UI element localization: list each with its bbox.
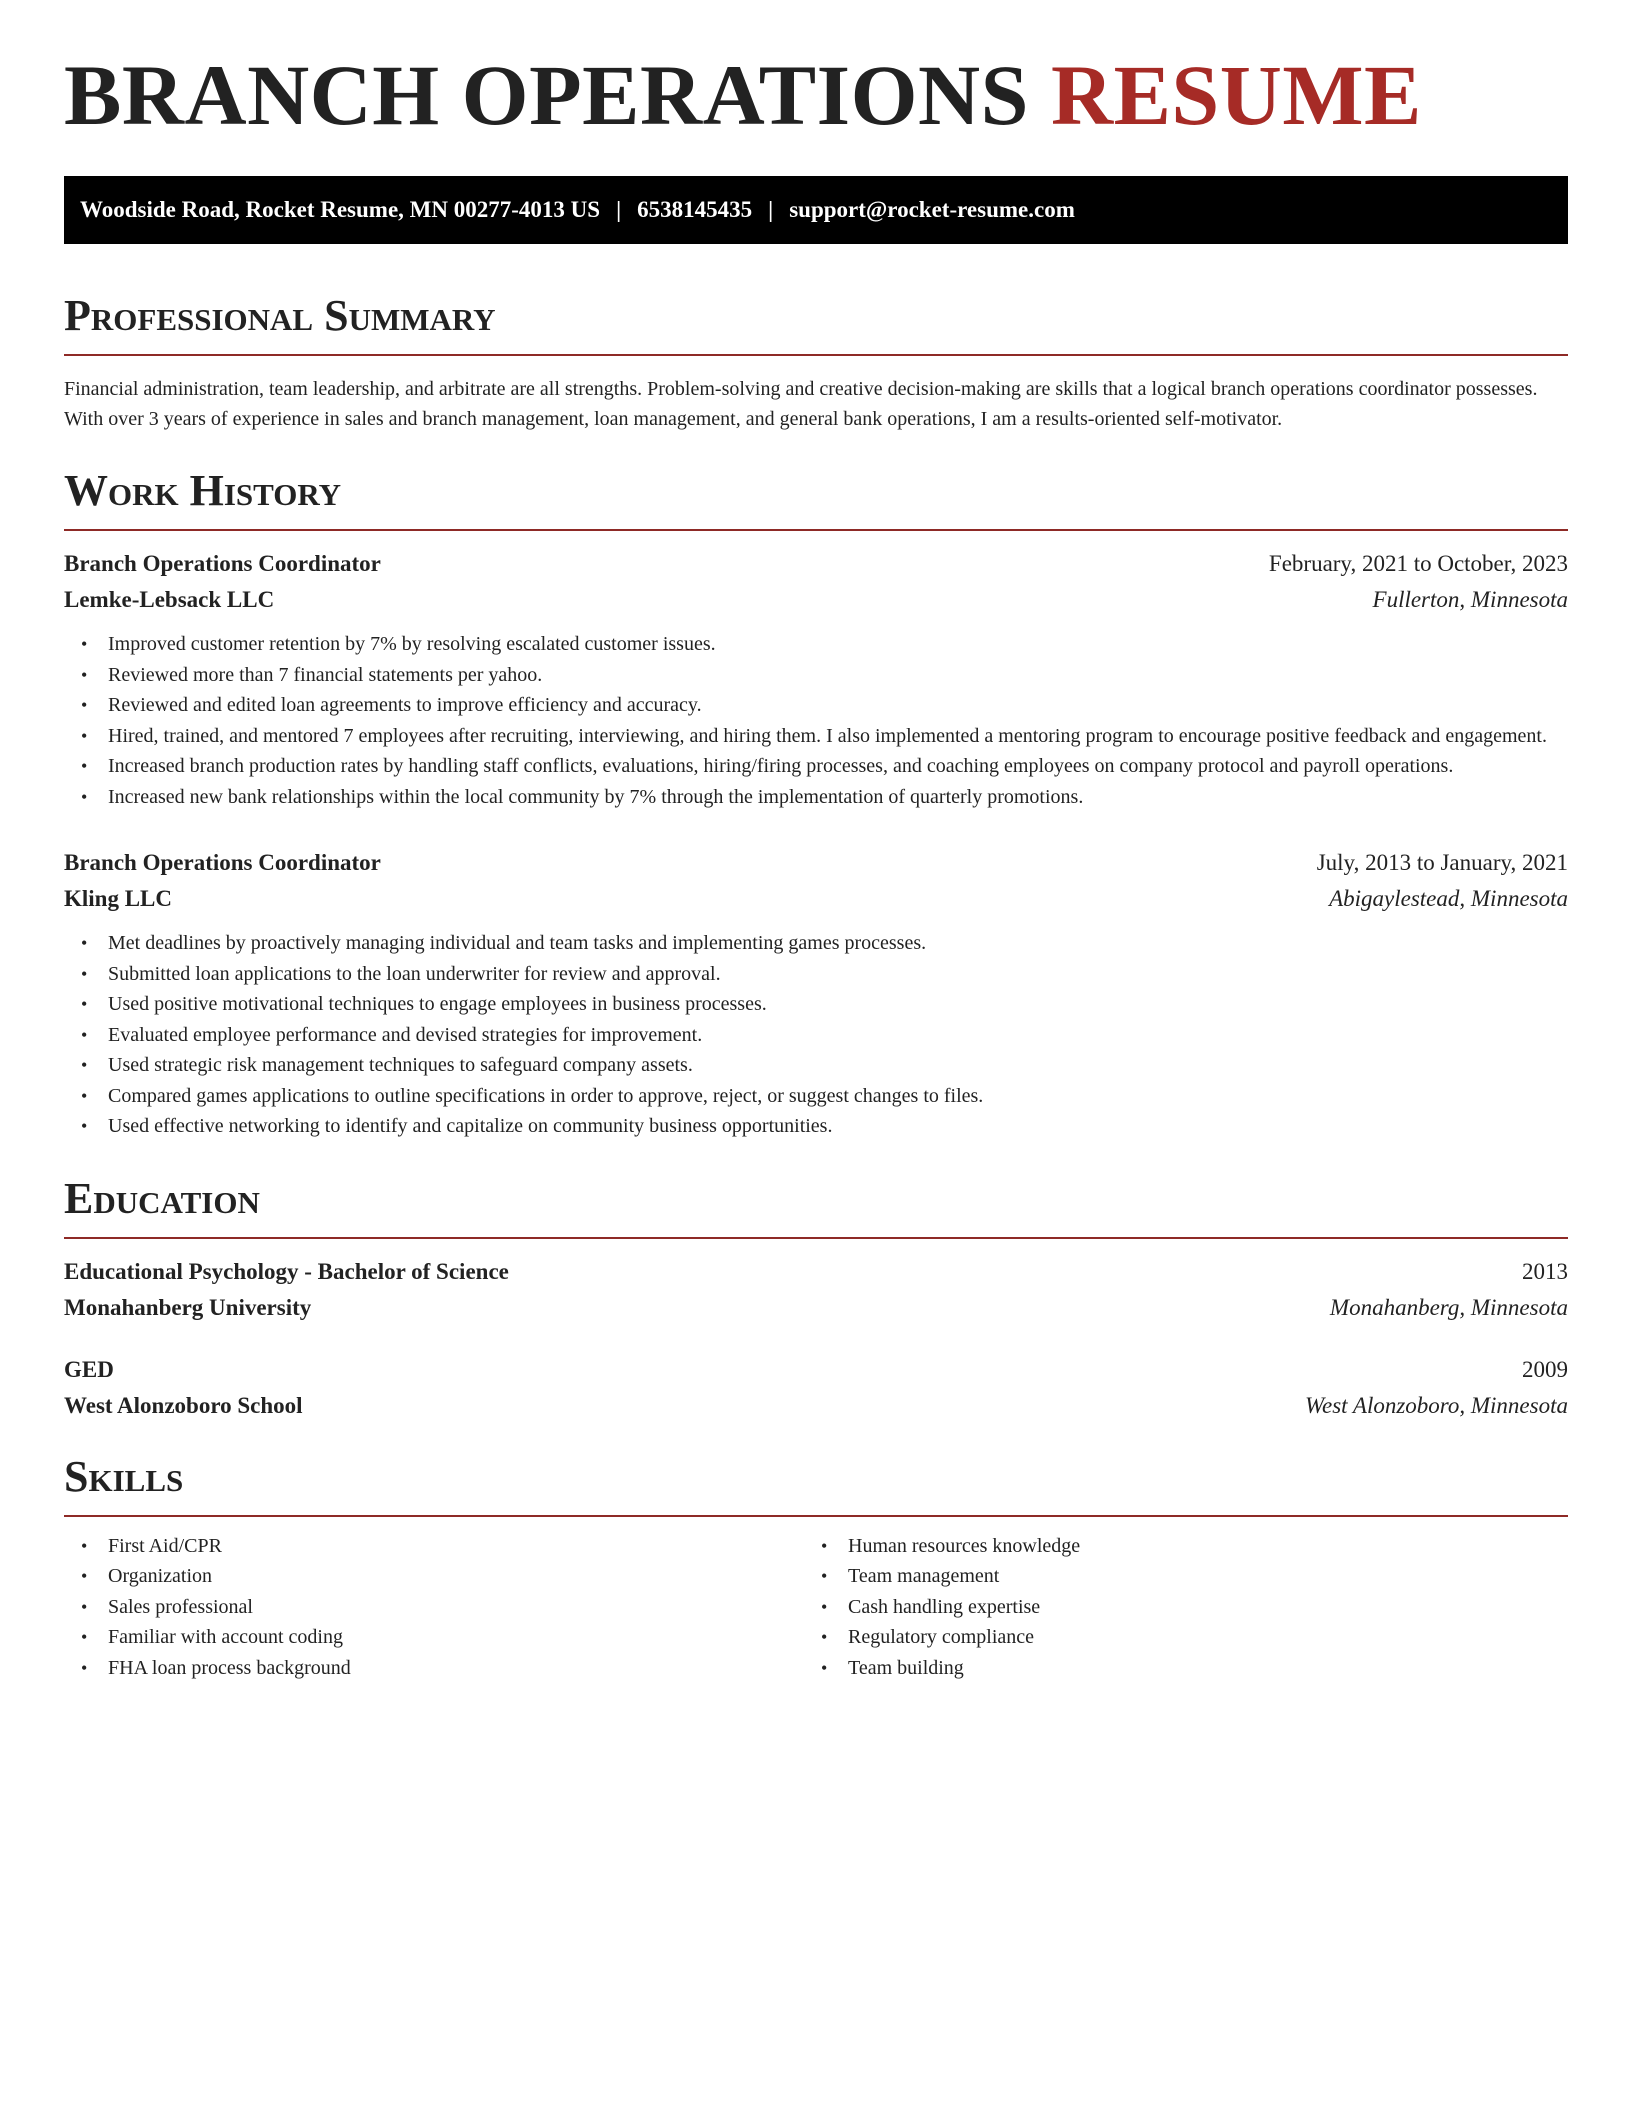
section-divider [64, 354, 1568, 356]
job-bullet: • Reviewed and edited loan agreements to improve efficiency and accuracy. [64, 690, 1568, 721]
contact-address: Woodside Road, Rocket Resume, MN 00277-4013 US [80, 197, 601, 222]
skills-list-left [64, 1531, 804, 1684]
job-location: Fullerton, Minnesota [1372, 587, 1568, 612]
resume-title [64, 0, 1568, 176]
title-accent: RESUME [1050, 47, 1422, 143]
job-title: Branch Operations Coordinator [64, 551, 381, 576]
skill-item: • First Aid/CPR [64, 1531, 804, 1562]
contact-separator: | [768, 197, 774, 222]
education-degree: GED [64, 1356, 114, 1382]
skill-item: • Human resources knowledge [804, 1531, 1544, 1562]
education-header [64, 1355, 1568, 1385]
skill-item: • FHA loan process background [64, 1653, 804, 1684]
job-dates: February, 2021 to October, 2023 [1268, 551, 1568, 576]
job-bullet: • Increased branch production rates by handling staff conflicts, evaluations, hiring/firing processes, and coaching employees on company protocol and payroll operations. [64, 751, 1568, 782]
education-year: 2013 [1522, 1258, 1568, 1284]
section-heading: Work History [64, 466, 342, 515]
section-divider [64, 529, 1568, 531]
job-bullet: • Reviewed more than 7 financial statements per yahoo. [64, 660, 1568, 691]
job-bullet: • Evaluated employee performance and devised strategies for improvement. [64, 1020, 1568, 1051]
education-subheader [64, 1293, 1568, 1323]
education-location: Monahanberg, Minnesota [1329, 1294, 1568, 1320]
education-entry [64, 1257, 1568, 1323]
contact-email: support@rocket-resume.com [789, 197, 1075, 222]
education-subheader [64, 1391, 1568, 1421]
education-year: 2009 [1522, 1356, 1568, 1382]
job-subheader [64, 585, 1568, 615]
skills-list-right [804, 1531, 1544, 1684]
education-school: Monahanberg University [64, 1294, 312, 1320]
job-company: Lemke-Lebsack LLC [64, 587, 275, 612]
contact-bar [64, 176, 1568, 244]
section-divider [64, 1515, 1568, 1517]
skill-item: • Team building [804, 1653, 1544, 1684]
education-header [64, 1257, 1568, 1287]
education-degree: Educational Psychology - Bachelor of Science [64, 1258, 509, 1284]
skill-item: • Familiar with account coding [64, 1622, 804, 1653]
skill-item: • Cash handling expertise [804, 1592, 1544, 1623]
contact-phone: 6538145435 [637, 197, 753, 222]
job-location: Abigaylestead, Minnesota [1329, 886, 1568, 911]
job-subheader [64, 884, 1568, 914]
contact-separator: | [616, 197, 622, 222]
education-location: West Alonzoboro, Minnesota [1304, 1392, 1568, 1418]
skill-item: • Organization [64, 1561, 804, 1592]
job-bullet: • Used effective networking to identify and capitalize on community business opportunities. [64, 1111, 1568, 1142]
job-bullet-list [64, 928, 1568, 1142]
job-company: Kling LLC [64, 886, 173, 911]
skill-item: • Team management [804, 1561, 1544, 1592]
job-title: Branch Operations Coordinator [64, 850, 381, 875]
summary-section [64, 291, 1568, 434]
job-dates: July, 2013 to January, 2021 [1316, 850, 1568, 875]
section-divider [64, 1237, 1568, 1239]
job-bullet: • Met deadlines by proactively managing individual and team tasks and implementing games processes. [64, 928, 1568, 959]
skills-grid [64, 1531, 1568, 1684]
work-history-section [64, 466, 1568, 1142]
education-entry [64, 1355, 1568, 1421]
job-header [64, 848, 1568, 878]
skill-item: • Regulatory compliance [804, 1622, 1544, 1653]
job-bullet: • Used strategic risk management techniques to safeguard company assets. [64, 1050, 1568, 1081]
job-bullet: • Used positive motivational techniques to engage employees in business processes. [64, 989, 1568, 1020]
skill-item: • Sales professional [64, 1592, 804, 1623]
section-heading: Professional Summary [64, 291, 496, 340]
summary-text: Financial administration, team leadership, and arbitrate are all strengths. Problem-solving and creative decision-making are skills that a logical branch operations coordinator possesses. With over 3 years of experience in sales and branch management, loan management, and general bank operations, I am a results-oriented self-motivator. [64, 378, 1538, 430]
section-heading: Skills [64, 1451, 184, 1501]
job-bullet: • Improved customer retention by 7% by resolving escalated customer issues. [64, 629, 1568, 660]
job-header [64, 549, 1568, 579]
job-bullet: • Hired, trained, and mentored 7 employees after recruiting, interviewing, and hiring them. I also implemented a mentoring program to encourage positive feedback and engagement. [64, 721, 1568, 752]
job-bullet: • Increased new bank relationships within the local community by 7% through the implementation of quarterly promotions. [64, 782, 1568, 813]
education-school: West Alonzoboro School [64, 1392, 303, 1418]
title-main: BRANCH OPERATIONS [64, 47, 1029, 143]
skills-section [64, 1451, 1568, 1684]
job-entry [64, 848, 1568, 1142]
job-bullet-list [64, 629, 1568, 812]
job-bullet: • Submitted loan applications to the loan underwriter for review and approval. [64, 959, 1568, 990]
job-bullet: • Compared games applications to outline specifications in order to approve, reject, or suggest changes to files. [64, 1081, 1568, 1112]
section-heading: Education [64, 1173, 260, 1223]
education-section [64, 1173, 1568, 1421]
job-entry [64, 549, 1568, 812]
